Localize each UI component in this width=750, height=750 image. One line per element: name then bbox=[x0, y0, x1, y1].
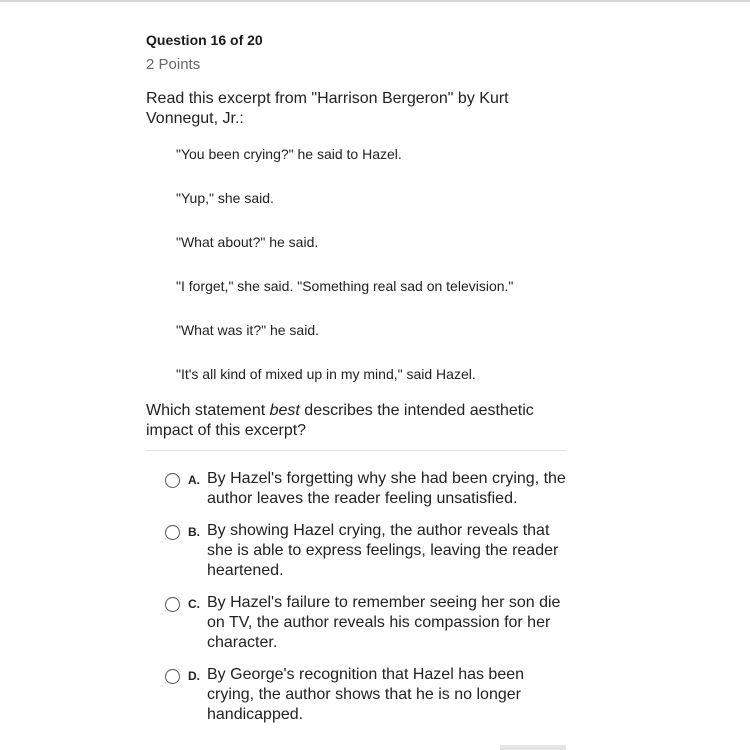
option-text: By George's recognition that Hazel has been crying, the author shows that he is no longer handicapped. bbox=[207, 666, 525, 723]
submit-button[interactable] bbox=[500, 745, 566, 750]
radio-button-a[interactable] bbox=[165, 473, 180, 488]
question-text-after: describes the intended aesthetic impact of this excerpt? bbox=[146, 402, 534, 439]
options-divider bbox=[146, 450, 566, 451]
option-letter: A. bbox=[188, 473, 200, 487]
question-text-emphasis: best bbox=[269, 402, 300, 419]
answer-option-a[interactable] bbox=[146, 469, 567, 509]
question-card bbox=[146, 31, 576, 737]
option-letter: D. bbox=[188, 669, 200, 683]
answer-options bbox=[146, 469, 576, 725]
option-letter: B. bbox=[188, 525, 200, 539]
option-text: By Hazel's forgetting why she had been crying, the author leaves the reader feeling unsatisfied. bbox=[207, 470, 566, 507]
top-divider bbox=[0, 0, 750, 2]
option-text: By showing Hazel crying, the author reveals that she is able to express feelings, leaving the reader heartened. bbox=[207, 522, 559, 579]
question-prompt: Read this excerpt from "Harrison Bergeron" by Kurt Vonnegut, Jr.: bbox=[146, 90, 509, 127]
option-text: By Hazel's failure to remember seeing her son die on TV, the author reveals his compassion for her character. bbox=[207, 594, 561, 651]
question-text-before: Which statement bbox=[146, 402, 270, 419]
excerpt-line: "You been crying?" he said to Hazel. bbox=[176, 146, 402, 162]
question-points: 2 Points bbox=[146, 56, 201, 73]
radio-button-d[interactable] bbox=[165, 669, 180, 684]
answer-option-c[interactable] bbox=[146, 593, 567, 653]
radio-button-b[interactable] bbox=[165, 525, 180, 540]
answer-option-b[interactable] bbox=[146, 521, 567, 581]
excerpt-line: "Yup," she said. bbox=[176, 190, 274, 206]
excerpt-line: "I forget," she said. "Something real sad on television." bbox=[176, 278, 514, 294]
excerpt-block bbox=[176, 145, 576, 409]
question-text bbox=[146, 401, 546, 441]
option-letter: C. bbox=[188, 597, 200, 611]
radio-button-c[interactable] bbox=[165, 597, 180, 612]
excerpt-line: "It's all kind of mixed up in my mind," said Hazel. bbox=[176, 366, 476, 382]
excerpt-line: "What about?" he said. bbox=[176, 234, 319, 250]
excerpt-line: "What was it?" he said. bbox=[176, 322, 320, 338]
answer-option-d[interactable] bbox=[146, 665, 567, 725]
question-number: Question 16 of 20 bbox=[146, 32, 263, 48]
